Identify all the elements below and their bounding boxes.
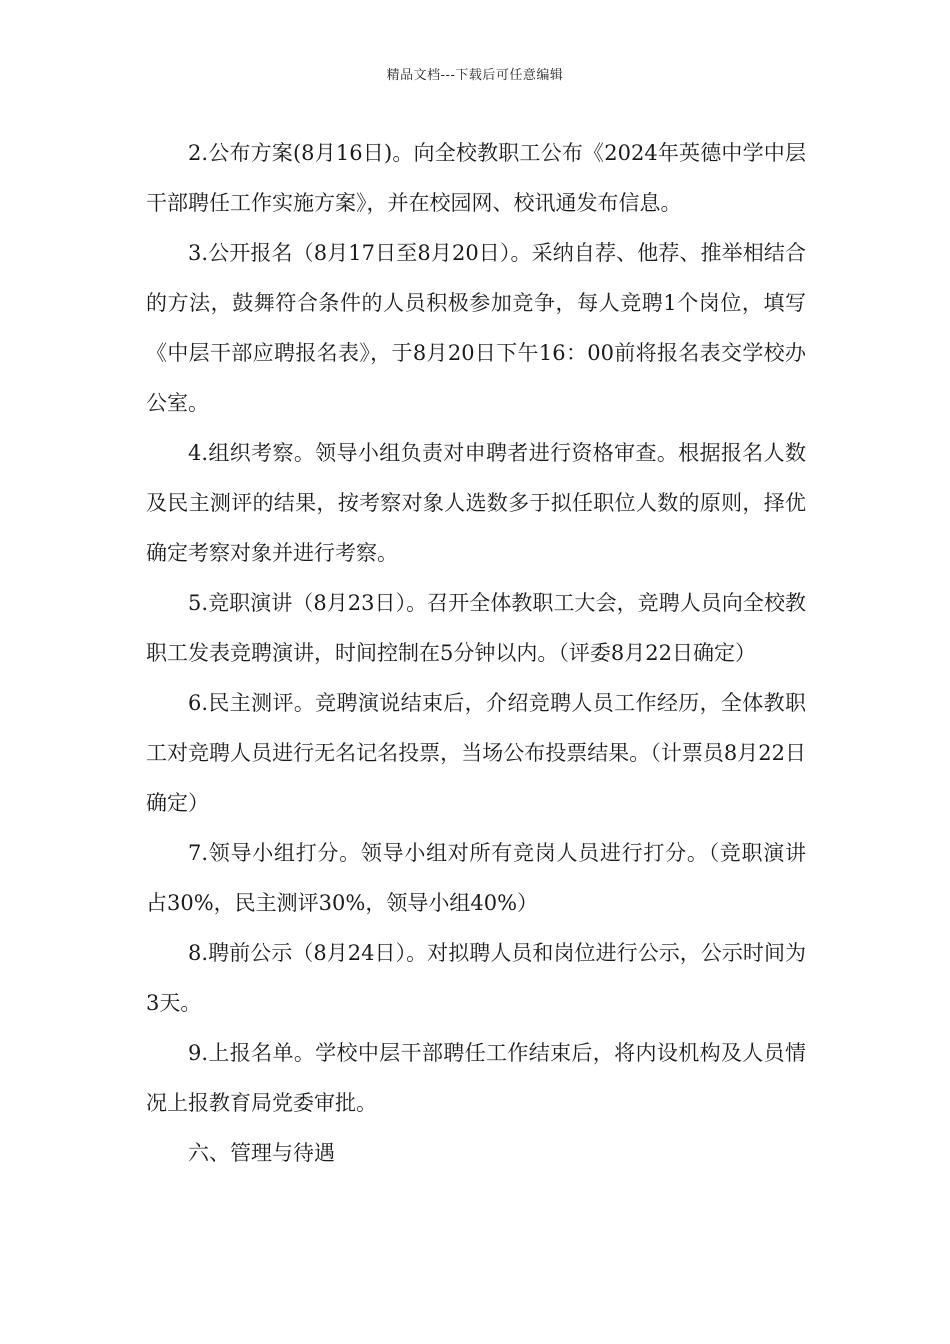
page-header: 精品文档---下载后可任意编辑 bbox=[386, 68, 564, 83]
paragraph-step-9: 9.上报名单。学校中层干部聘任工作结束后，将内设机构及人员情况上报教育局党委审批。 bbox=[146, 1041, 806, 1115]
paragraph-step-4: 4.组织考察。领导小组负责对申聘者进行资格审查。根据报名人数及民主测评的结果，按考察对象人选数多于拟任职位人数的原则，择优确定考察对象并进行考察。 bbox=[146, 441, 806, 565]
paragraph-step-3: 3.公开报名（8月17日至8月20日）。采纳自荐、他荐、推举相结合的方法，鼓舞符合条件的人员积极参加竞争，每人竞聘1个岗位，填写《中层干部应聘报名表》，于8月20日下午16：00前将报名表交学校办公室。 bbox=[146, 241, 806, 415]
paragraph-step-2: 2.公布方案(8月16日)。向全校教职工公布《2024年英德中学中层干部聘任工作实施方案》，并在校园网、校讯通发布信息。 bbox=[146, 141, 806, 215]
paragraph-step-5: 5.竞职演讲（8月23日）。召开全体教职工大会，竞聘人员向全校教职工发表竞聘演讲，时间控制在5分钟以内。（评委8月22日确定） bbox=[146, 591, 806, 665]
section-heading: 六、管理与待遇 bbox=[188, 1141, 335, 1165]
paragraph-step-6: 6.民主测评。竞聘演说结束后，介绍竞聘人员工作经历，全体教职工对竞聘人员进行无名记名投票，当场公布投票结果。（计票员8月22日确定） bbox=[146, 691, 806, 815]
paragraph-step-7: 7.领导小组打分。领导小组对所有竞岗人员进行打分。（竞职演讲占30%，民主测评30%，领导小组40%） bbox=[146, 841, 806, 915]
paragraph-step-8: 8.聘前公示（8月24日）。对拟聘人员和岗位进行公示，公示时间为3天。 bbox=[146, 941, 806, 1015]
document-body bbox=[146, 128, 806, 1178]
